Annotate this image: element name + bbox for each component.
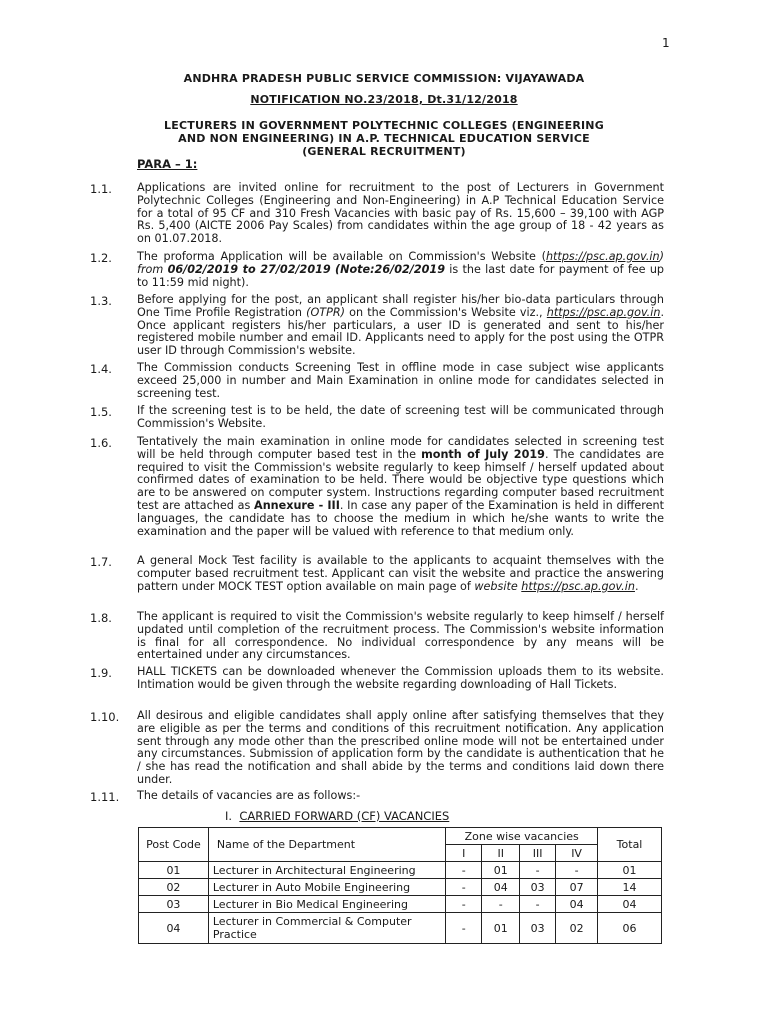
- cell-zone-4: 04: [556, 896, 598, 913]
- paragraph-number: 1.6.: [90, 436, 112, 450]
- cell-code: 01: [139, 862, 209, 879]
- paragraph-number: 1.5.: [90, 405, 112, 419]
- commission-heading: ANDHRA PRADESH PUBLIC SERVICE COMMISSION: VIJAYAWADA: [183, 72, 585, 85]
- fee-note: (Note:26/02/2019: [334, 262, 446, 276]
- cell-total: 01: [598, 862, 662, 879]
- header-department: Name of the Department: [208, 828, 445, 862]
- cell-zone-3: 03: [520, 913, 556, 944]
- paragraph-number: 1.3.: [90, 294, 112, 308]
- paragraph-text: A general Mock Test facility is available to the applicants to acquaint themselves with the computer based recruitment test. Applicant can visit the website and practice the answering pattern under MOCK TEST option available on main page of website https://psc.ap.gov.in.: [137, 554, 664, 593]
- paragraph-text: Tentatively the main examination in online mode for candidates selected in screening test will be held through computer based test in the month of July 2019. The candidates are required to visit the Commission's website regularly to keep himself / herself updated about confirmed dates of examination to be held. There would be objective type questions which are to be answered on computer system. Instructions regarding computer based recruitment test are attached as Annexure - III. In case any paper of the Examination is held in different languages, the candidate has to choose the medium in which he/she wants to write the examination and the paper will be valued with reference to that medium only.: [137, 435, 664, 538]
- cell-zone-2: 04: [482, 879, 520, 896]
- cell-department: Lecturer in Bio Medical Engineering: [208, 896, 445, 913]
- paragraph-number: 1.10.: [90, 710, 120, 724]
- header-post-code: Post Code: [139, 828, 209, 862]
- paragraph-text: All desirous and eligible candidates shall apply online after satisfying themselves that they are eligible as per the terms and conditions of this recruitment notification. Any application sent through any mode other than the prescribed online mode will not be entertained under any circumstances. Submission of application form by the candidate is authentication that he / she has read the notification and shall abide by the terms and conditions laid down there under.: [137, 709, 664, 786]
- paragraph-text: The applicant is required to visit the Commission's website regularly to keep himself / herself updated until completion of the recruitment process. The Commission's website information is final for all correspondence. No individual correspondence by any means will be entertained under any circumstances.: [137, 610, 664, 662]
- cell-total: 06: [598, 913, 662, 944]
- cf-vacancies-table: [138, 827, 662, 944]
- header-total: Total: [598, 828, 662, 862]
- cell-zone-1: -: [446, 862, 482, 879]
- paragraph-number: 1.7.: [90, 555, 112, 569]
- cell-department: Lecturer in Architectural Engineering: [208, 862, 445, 879]
- post-title-line-1: LECTURERS IN GOVERNMENT POLYTECHNIC COLLEGES (ENGINEERING: [164, 119, 604, 132]
- website-link[interactable]: https://psc.ap.gov.in: [545, 250, 660, 263]
- paragraph-text: The proforma Application will be available on Commission's Website (https://psc.ap.gov.in) from 06/02/2019 to 27/02/2019 (Note:26/02/2019 is the last date for payment of fee up to 11:59 mid night).: [137, 250, 665, 289]
- cell-zone-4: 02: [556, 913, 598, 944]
- table-row: [139, 879, 662, 896]
- cell-zone-1: -: [446, 879, 482, 896]
- cell-total: 14: [598, 879, 662, 896]
- header-zone-1: I: [446, 845, 482, 862]
- page-number: 1: [662, 36, 670, 50]
- header-zone-4: IV: [556, 845, 598, 862]
- paragraph-number: 1.2.: [90, 251, 112, 265]
- table-row: [139, 896, 662, 913]
- cell-zone-4: -: [556, 862, 598, 879]
- paragraph-text: The Commission conducts Screening Test in offline mode in case subject wise applicants exceed 25,000 in number and Main Examination in online mode for candidates selected in screening test.: [137, 361, 664, 400]
- paragraph-number: 1.11.: [90, 790, 120, 804]
- cell-zone-1: -: [446, 913, 482, 944]
- paragraph-number: 1.4.: [90, 362, 112, 376]
- exam-month: month of July 2019: [421, 447, 545, 461]
- table-row: [139, 913, 662, 944]
- paragraph-number: 1.9.: [90, 666, 112, 680]
- cell-department: Lecturer in Commercial & Computer Practice: [208, 913, 445, 944]
- cell-zone-2: 01: [482, 913, 520, 944]
- cell-zone-2: 01: [482, 862, 520, 879]
- cell-zone-1: -: [446, 896, 482, 913]
- cell-code: 02: [139, 879, 209, 896]
- cell-zone-4: 07: [556, 879, 598, 896]
- paragraph-text: Before applying for the post, an applicant shall register his/her bio-data particulars through One Time Profile Registration (OTPR) on the Commission's Website viz., https://psc.ap.gov.in. Once applicant registers his/her particulars, a user ID is generated and sent to his/her registered mobile number and email ID. Applicants need to apply for the post using the OTPR user ID through Commission's website.: [137, 293, 665, 358]
- paragraph-text: If the screening test is to be held, the date of screening test will be communicated through Commission's Website.: [137, 404, 664, 430]
- website-link[interactable]: https://psc.ap.gov.in: [521, 579, 635, 593]
- paragraph-text: HALL TICKETS can be downloaded whenever the Commission uploads them to its website. Intimation would be given through the website regarding downloading of Hall Tickets.: [137, 665, 664, 691]
- header-zone-wise: Zone wise vacancies: [446, 828, 598, 845]
- cell-zone-3: -: [520, 896, 556, 913]
- paragraph-text: Applications are invited online for recruitment to the post of Lecturers in Government Polytechnic Colleges (Engineering and Non-Engineering) in A.P Technical Education Service for a total of 95 CF and 310 Fresh Vacancies with basic pay of Rs. 15,600 – 39,100 with AGP Rs. 5,400 (AICTE 2006 Pay Scales) from candidates within the age group of 18 - 42 years as on 01.07.2018.: [137, 181, 664, 246]
- cell-code: 04: [139, 913, 209, 944]
- cell-zone-2: -: [482, 896, 520, 913]
- paragraph-number: 1.1.: [90, 182, 112, 196]
- notification-heading: NOTIFICATION NO.23/2018, Dt.31/12/2018: [250, 93, 518, 106]
- website-link[interactable]: https://psc.ap.gov.in: [546, 305, 661, 319]
- para-label: PARA – 1:: [137, 157, 198, 171]
- header-zone-2: II: [482, 845, 520, 862]
- cell-zone-3: 03: [520, 879, 556, 896]
- table-header-row: [139, 828, 662, 845]
- cell-department: Lecturer in Auto Mobile Engineering: [208, 879, 445, 896]
- cell-total: 04: [598, 896, 662, 913]
- table-row: [139, 862, 662, 879]
- annexure-reference: Annexure - III: [254, 498, 340, 512]
- application-dates: 06/02/2019 to 27/02/2019: [167, 262, 331, 276]
- header-zone-3: III: [520, 845, 556, 862]
- paragraph-number: 1.8.: [90, 611, 112, 625]
- vacancy-section-title: I. CARRIED FORWARD (CF) VACANCIES: [225, 809, 450, 823]
- post-title-line-2: AND NON ENGINEERING) IN A.P. TECHNICAL EDUCATION SERVICE: [178, 132, 590, 145]
- post-title-line-3: (GENERAL RECRUITMENT): [302, 145, 466, 158]
- cell-zone-3: -: [520, 862, 556, 879]
- cell-code: 03: [139, 896, 209, 913]
- paragraph-text: The details of vacancies are as follows:-: [137, 789, 361, 802]
